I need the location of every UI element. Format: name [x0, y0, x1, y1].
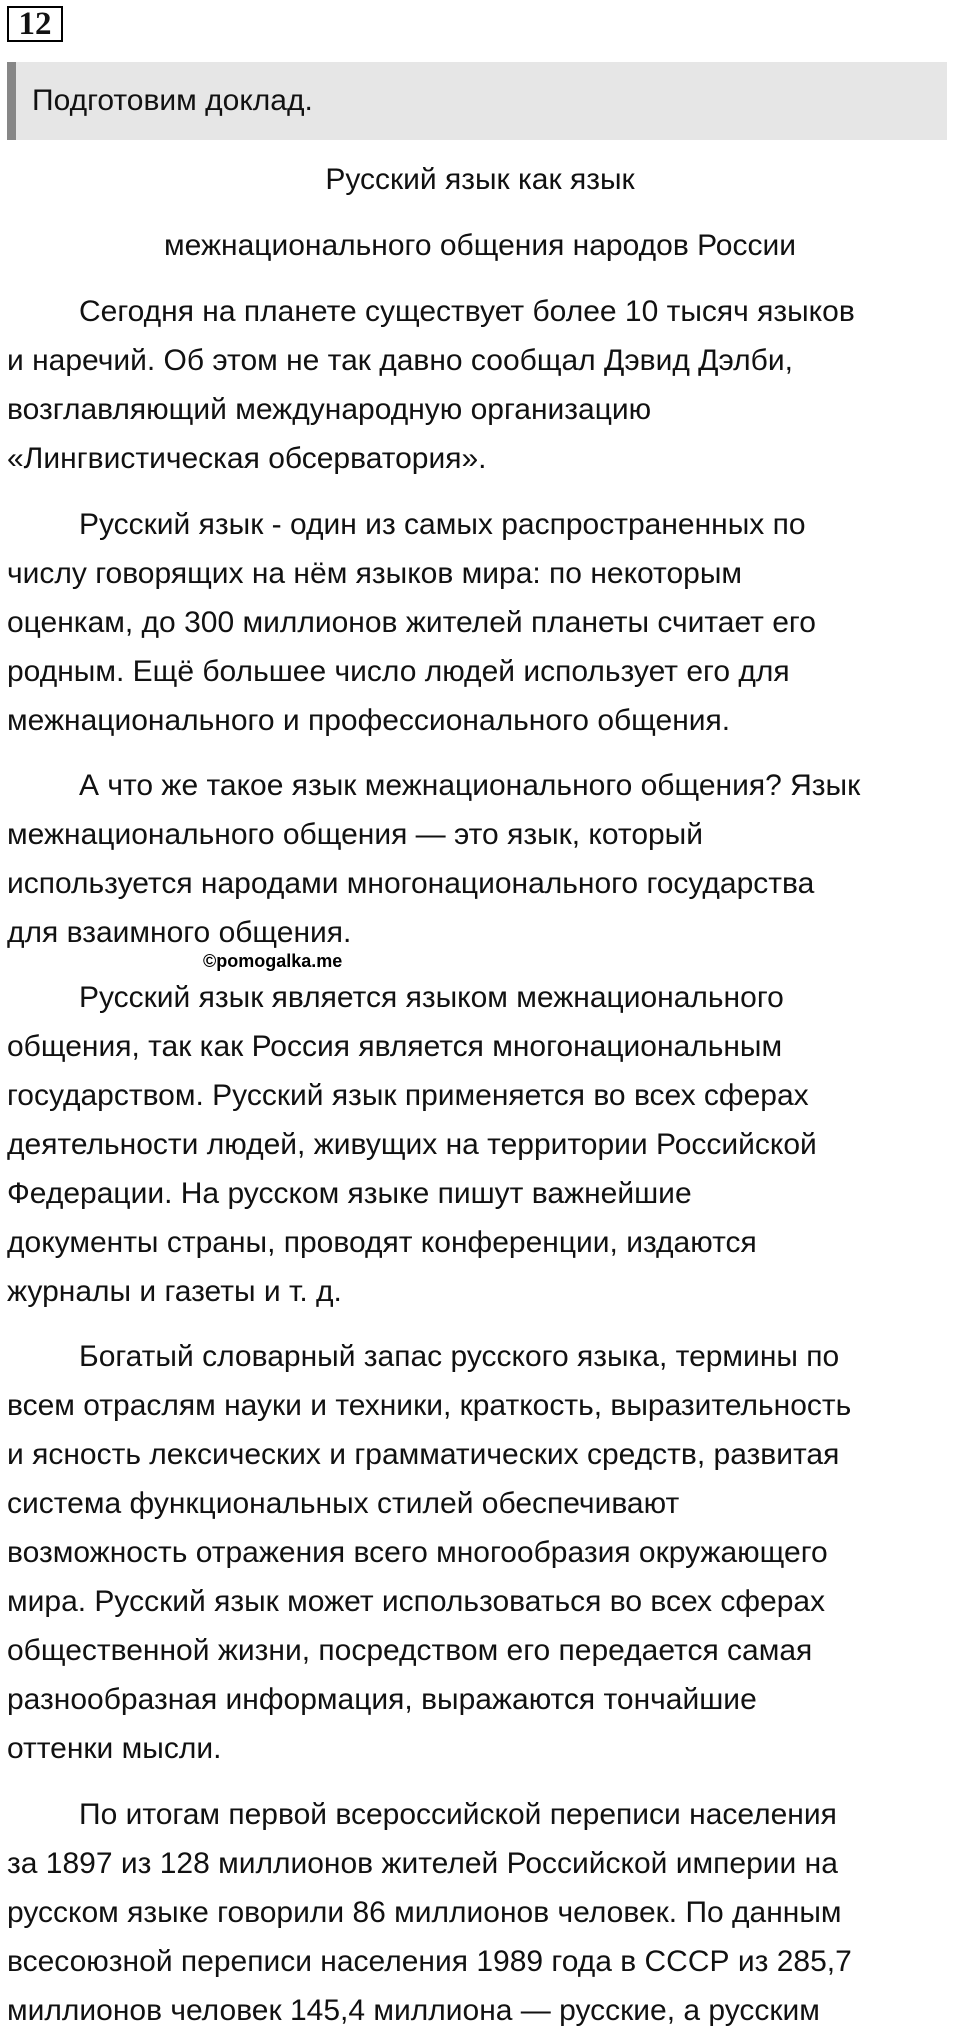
report-title-line-1: Русский язык как язык [325, 163, 635, 196]
paragraph-3: А что же такое язык межнационального общения? Язык межнационального общения — это язык, который используется народами многонационального государства для взаимного общения. [7, 769, 861, 949]
prompt-text: Подготовим доклад. [32, 84, 313, 117]
paragraph-1: Сегодня на планете существует более 10 тысяч языков и наречий. Об этом не так давно сообщал Дэвид Дэлби, возглавляющий международную организацию «Лингвистическая обсерватория». [7, 295, 855, 475]
watermark: ©pomogalka.me [203, 951, 343, 971]
task-number-badge: 12 [7, 6, 63, 42]
prompt-box [7, 62, 947, 140]
paragraph-5: Богатый словарный запас русского языка, термины по всем отраслям науки и техники, краткость, выразительность и ясность лексических и грамматических средств, развитая система функциональных стилей обеспечивают возможность отражения всего многообразия окружающего мира. Русский язык может использоваться во всех сферах общественной жизни, посредством его передается самая разнообразная информация, выражаются тончайшие оттенки мысли. [7, 1340, 852, 1765]
paragraph-4: Русский язык является языком межнационального общения, так как Россия является многонациональным государством. Русский язык применяется во всех сферах деятельности людей, живущих на территории Российской Федерации. На русском языке пишут важнейшие документы страны, проводят конференции, издаются журналы и газеты и т. д. [7, 981, 817, 1308]
paragraph-2: Русский язык - один из самых распространенных по числу говорящих на нём языков мира: по некоторым оценкам, до 300 миллионов жителей планеты считает его родным. Ещё большее число людей использует его для межнационального и профессионального общения. [7, 508, 816, 737]
paragraph-6: По итогам первой всероссийской переписи населения за 1897 из 128 миллионов жителей Российской империи на русском языке говорили 86 миллионов человек. По данным всесоюзной переписи населения 1989 года в СССР из 285,7 миллионов человек 145,4 миллиона — русские, а русским [7, 1798, 852, 2027]
report-title-line-2: межнационального общения народов России [164, 229, 796, 262]
